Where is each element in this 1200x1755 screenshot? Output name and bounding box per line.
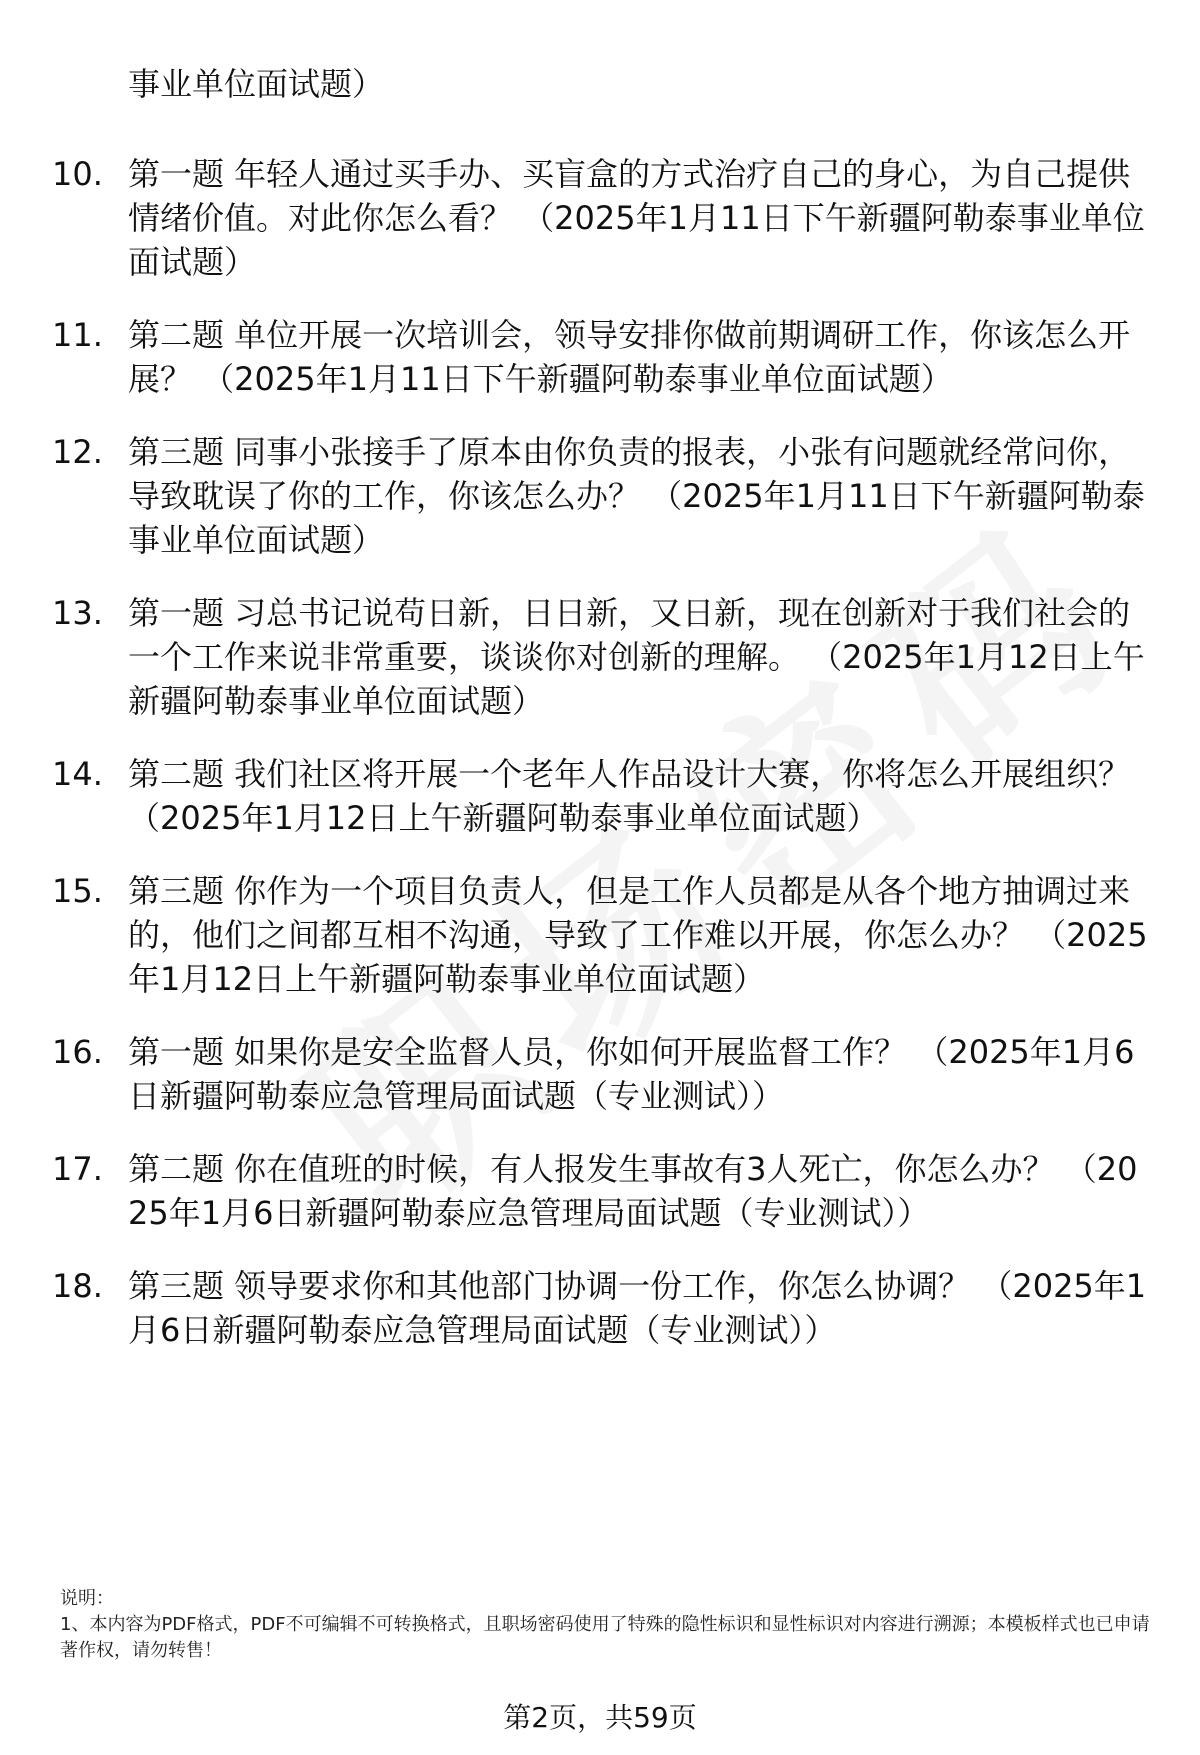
question-text: 第三题 你作为一个项目负责人，但是工作人员都是从各个地方抽调过来的，他们之间都互相不沟通，导致了工作难以开展，你怎么办？ （2025年1月12日上午新疆阿勒泰事业单位面试题） xyxy=(128,872,1148,998)
page-number: 第2页，共59页 xyxy=(503,1701,697,1734)
question-list xyxy=(0,152,1200,1381)
question-text: 第二题 单位开展一次培训会，领导安排你做前期调研工作，你该怎么开展？ （2025年1月11日下午新疆阿勒泰事业单位面试题） xyxy=(128,316,1131,398)
list-item xyxy=(0,430,1200,562)
question-text: 第二题 我们社区将开展一个老年人作品设计大赛，你将怎么开展组织？ （2025年1月12日上午新疆阿勒泰事业单位面试题） xyxy=(128,755,1131,837)
question-number: 11. xyxy=(52,316,103,354)
disclaimer-note xyxy=(60,1586,1150,1664)
question-text: 第一题 如果你是安全监督人员，你如何开展监督工作？ （2025年1月6日新疆阿勒泰应急管理局面试题（专业测试）） xyxy=(128,1033,1135,1115)
list-item xyxy=(0,1030,1200,1118)
list-item xyxy=(0,591,1200,723)
continued-text: 事业单位面试题） xyxy=(128,65,385,103)
list-item xyxy=(0,869,1200,1001)
question-number: 15. xyxy=(52,872,103,910)
question-text: 第三题 同事小张接手了原本由你负责的报表，小张有问题就经常问你，导致耽误了你的工作，你该怎么办？ （2025年1月11日下午新疆阿勒泰事业单位面试题） xyxy=(128,433,1145,559)
question-text: 第一题 习总书记说苟日新，日日新，又日新，现在创新对于我们社会的一个工作来说非常重要，谈谈你对创新的理解。 （2025年1月12日上午新疆阿勒泰事业单位面试题） xyxy=(128,594,1145,720)
list-item xyxy=(0,1147,1200,1235)
question-number: 10. xyxy=(52,155,103,193)
question-number: 18. xyxy=(52,1267,103,1305)
question-number: 13. xyxy=(52,594,103,632)
question-number: 14. xyxy=(52,755,103,793)
question-number: 12. xyxy=(52,433,103,471)
question-text: 第三题 领导要求你和其他部门协调一份工作，你怎么协调？ （2025年1月6日新疆阿勒泰应急管理局面试题（专业测试）） xyxy=(128,1267,1147,1349)
list-item xyxy=(0,313,1200,401)
list-item xyxy=(0,1264,1200,1352)
list-item xyxy=(0,752,1200,840)
question-text: 第二题 你在值班的时候，有人报发生事故有3人死亡，你怎么办？ （2025年1月6日新疆阿勒泰应急管理局面试题（专业测试）） xyxy=(128,1150,1138,1232)
note-line: 1、本内容为PDF格式，PDF不可编辑不可转换格式，且职场密码使用了特殊的隐性标识和显性标识对内容进行溯源；本模板样式也已申请著作权，请勿转售！ xyxy=(60,1614,1150,1661)
list-item xyxy=(0,152,1200,284)
question-text: 第一题 年轻人通过买手办、买盲盒的方式治疗自己的身心，为自己提供情绪价值。对此你怎么看？ （2025年1月11日下午新疆阿勒泰事业单位面试题） xyxy=(128,155,1145,281)
question-number: 17. xyxy=(52,1150,103,1188)
note-heading: 说明： xyxy=(60,1588,114,1609)
question-number: 16. xyxy=(52,1033,103,1071)
